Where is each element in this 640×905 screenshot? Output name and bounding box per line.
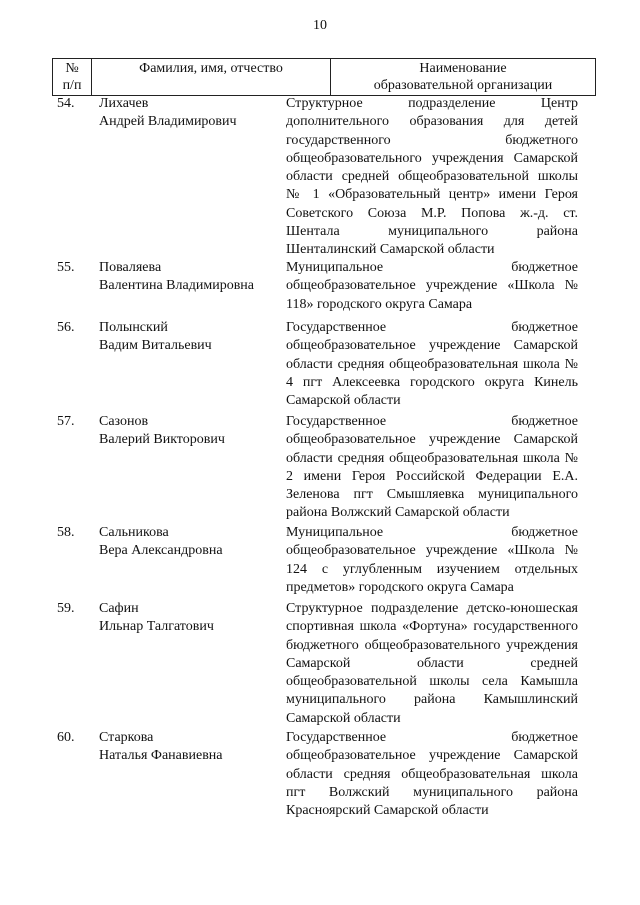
row-number: 54. bbox=[57, 96, 75, 111]
organization-name: Государственное бюджетное общеобразовательное учреждение Самарской области средняя общеобразовательная школа № 2 имени Героя Российской Федерации Е.А. Зеленова пгт Смышляевка муниципального района Волжский Самарской области bbox=[286, 414, 578, 521]
header-org-column bbox=[331, 59, 595, 95]
row-number: 60. bbox=[57, 730, 75, 745]
organization-name: Государственное бюджетное общеобразовательное учреждение Самарской области средняя общеобразовательная школа № 4 пгт Алексеевка городского округа Кинель Самарской области bbox=[286, 320, 578, 409]
header-number-column bbox=[53, 59, 92, 95]
person-name bbox=[99, 729, 284, 766]
person-surname: Полынский bbox=[99, 320, 168, 335]
person-name bbox=[99, 95, 284, 132]
person-surname: Сазонов bbox=[99, 414, 149, 429]
row-number: 59. bbox=[57, 601, 75, 616]
header-org-label-line2: образовательной организации bbox=[373, 78, 553, 93]
header-number-abbrev: п/п bbox=[62, 78, 82, 93]
person-given-names: Вадим Витальевич bbox=[99, 338, 212, 354]
organization-name: Муниципальное бюджетное общеобразовательное учреждение «Школа № 118» городского округа Самара bbox=[286, 260, 578, 312]
person-surname: Поваляева bbox=[99, 260, 162, 275]
person-name bbox=[99, 319, 284, 356]
person-given-names: Валерий Викторович bbox=[99, 432, 225, 448]
row-number: 56. bbox=[57, 320, 75, 335]
header-name-column bbox=[92, 59, 331, 95]
person-given-names: Вера Александровна bbox=[99, 543, 223, 559]
organization-name: Структурное подразделение Центр дополнительного образования для детей государственного бюджетного общеобразовательного учреждения Самарской области средней общеобразовательной школы № 1 «Образовательный центр» имени Героя Советского Союза М.Р. Попова ж.-д. ст. Шентала муниципального района Шенталинский Самарской области bbox=[286, 96, 578, 258]
person-name bbox=[99, 413, 284, 450]
person-surname: Сафин bbox=[99, 601, 139, 616]
page-number: 10 bbox=[313, 18, 327, 33]
row-number: 55. bbox=[57, 260, 75, 275]
organization-name: Структурное подразделение детско-юношеская спортивная школа «Фортуна» государственного бюджетного общеобразовательного учреждения Самарской области средней общеобразовательной школы села Камышла муниципального района Камышлинский Самарской области bbox=[286, 601, 578, 726]
person-name bbox=[99, 259, 284, 296]
header-number-symbol: № bbox=[65, 61, 79, 76]
organization-name: Государственное бюджетное общеобразовательное учреждение Самарской области средняя общеобразовательная школа пгт Волжский муниципального района Красноярский Самарской области bbox=[286, 730, 578, 819]
person-surname: Лихачев bbox=[99, 96, 149, 111]
person-given-names: Андрей Владимирович bbox=[99, 114, 237, 130]
header-org-label-line1: Наименование bbox=[419, 61, 507, 76]
person-name bbox=[99, 600, 284, 637]
row-number: 58. bbox=[57, 525, 75, 540]
person-given-names: Валентина Владимировна bbox=[99, 278, 255, 294]
person-given-names: Наталья Фанавиевна bbox=[99, 748, 223, 764]
table-header bbox=[52, 58, 596, 96]
header-name-label: Фамилия, имя, отчество bbox=[139, 61, 283, 76]
row-number: 57. bbox=[57, 414, 75, 429]
person-name bbox=[99, 524, 284, 561]
person-given-names: Ильнар Талгатович bbox=[99, 619, 214, 635]
person-surname: Сальникова bbox=[99, 525, 169, 540]
organization-name: Муниципальное бюджетное общеобразовательное учреждение «Школа № 124 с углубленным изучением отдельных предметов» городского округа Самара bbox=[286, 525, 578, 595]
person-surname: Старкова bbox=[99, 730, 154, 745]
